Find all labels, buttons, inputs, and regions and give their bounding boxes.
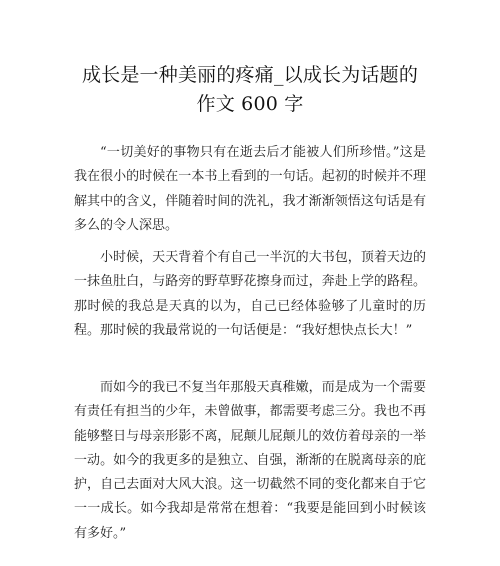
- paragraph-1: “一切美好的事物只有在逝去后才能被人们所珍惜。”这是我在很小的时候在一本书上看到的一句话。起初的时候并不理解其中的含义，伴随着时间的洗礼，我才渐渐领悟这句话是有多么的令人深思。: [74, 145, 426, 233]
- paragraph-3: 而如今的我已不复当年那般天真稚嫩，而是成为一个需要有责任有担当的少年，未曾做事，都需要考虑三分。我也不再能够整日与母亲形影不离，屁颠儿屁颠儿的效仿着母亲的一举一动。如今的我更多的是独立、自强，渐渐的在脱离母亲的庇护，自己去面对大风大浪。这一切截然不同的变化都来自于它一一成长。如今我却是常常在想着：“我要是能回到小时候该有多好。”: [74, 380, 426, 541]
- document-title-line-2: 作文 600 字: [196, 93, 304, 115]
- paragraph-1-block: [74, 141, 426, 238]
- paragraph-2: 小时候，天天背着个有自己一半沉的大书包，顶着天边的一抹鱼肚白，与路旁的野草野花擦身而过，奔赴上学的路程。那时候的我总是天真的以为，自己已经体验够了儿童时的历程。那时候的我最常说的一句话便是：“我好想快点长大！”: [74, 250, 426, 338]
- document-title-line-1: 成长是一种美丽的疼痛_以成长为话题的: [81, 64, 419, 86]
- paragraph-2-block: [74, 246, 426, 343]
- paragraph-3-block: [74, 376, 426, 546]
